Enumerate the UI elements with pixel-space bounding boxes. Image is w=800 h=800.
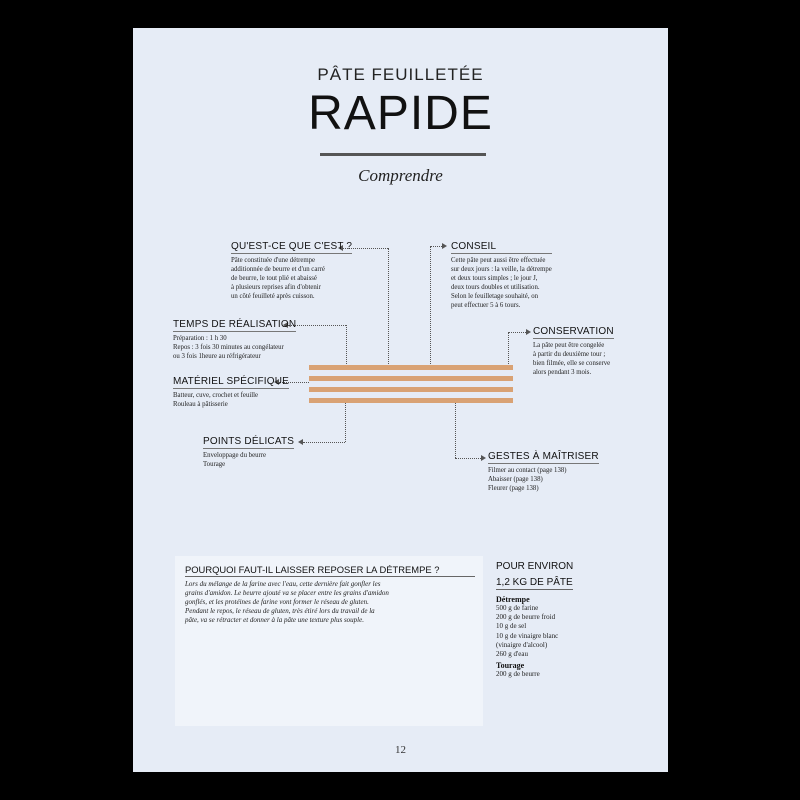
block-materiel xyxy=(173,376,289,409)
text-line: gonflés, et les protéines de farine vont former le réseau de gluten. xyxy=(185,598,369,606)
dough-layer xyxy=(309,376,513,381)
dough-layer xyxy=(309,365,513,370)
heading-materiel: MATÉRIEL SPÉCIFIQUE xyxy=(173,376,290,387)
title-rule xyxy=(320,153,486,156)
text-line: Abaisser (page 138) xyxy=(488,476,543,483)
connector-conservation-h xyxy=(508,332,526,333)
block-temps xyxy=(173,319,296,361)
text-line: pâte, va se rétracter et donner à la pâte une texture plus souple. xyxy=(185,616,364,624)
connector-quest xyxy=(388,248,389,368)
block-quest xyxy=(231,241,352,301)
ingredient-item: 500 g de farine xyxy=(496,604,539,612)
question-text xyxy=(185,580,475,625)
connector-gestes-h xyxy=(455,458,481,459)
block-conservation xyxy=(533,326,614,377)
text-line: à partir du deuxième tour ; xyxy=(533,351,606,358)
connector-conservation xyxy=(508,332,509,366)
text-line: à plusieurs reprises afin d'obtenir xyxy=(231,284,321,291)
arrow-right-icon xyxy=(481,455,486,461)
text-line: La pâte peut être congelée xyxy=(533,342,605,349)
text-line: ou 3 fois 1heure au réfrigérateur xyxy=(173,353,261,360)
text-materiel xyxy=(173,391,289,409)
heading-conservation: CONSERVATION xyxy=(533,326,614,337)
text-line: additionnée de beurre et d'un carré xyxy=(231,266,325,273)
ingredient-item: 200 g de beurre xyxy=(496,670,540,679)
block-gestes xyxy=(488,451,599,493)
page-title: RAPIDE xyxy=(308,87,493,140)
text-conseil xyxy=(451,256,552,310)
text-line: Pendant le repos, le réseau de gluten, très étiré lors du travail de la xyxy=(185,607,375,615)
question-content xyxy=(185,564,475,625)
text-line: Rouleau à pâtisserie xyxy=(173,401,228,408)
connector-points-h xyxy=(303,442,345,443)
text-line: deux tours doubles et utilisation. xyxy=(451,284,540,291)
text-line: Cette pâte peut aussi être effectuée xyxy=(451,257,546,264)
ingredient-item: 10 g de vinaigre blanc xyxy=(496,631,559,640)
text-line: sur deux jours : la veille, la détrempe xyxy=(451,266,552,273)
heading-temps: TEMPS DE RÉALISATION xyxy=(173,319,297,330)
recipe-heading-1: POUR ENVIRON xyxy=(496,561,574,572)
ingredient-item: 260 g d'eau xyxy=(496,650,528,659)
connector-points xyxy=(345,400,346,442)
text-line: alors pendant 3 mois. xyxy=(533,369,592,376)
text-line: Selon le feuilletage souhaité, on xyxy=(451,293,539,300)
supertitle: PÂTE FEUILLETÉE xyxy=(317,65,484,84)
text-line: de beurre, le tout plié et abaissé xyxy=(231,275,317,282)
text-line: peut effectuer 5 à 6 tours. xyxy=(451,302,521,309)
recipe-panel xyxy=(496,561,646,679)
text-line: Préparation : 1 h 30 xyxy=(173,335,227,342)
heading-conseil: CONSEIL xyxy=(451,241,552,254)
dough-layer xyxy=(309,398,513,403)
book-page xyxy=(133,28,668,772)
heading-quest: QU'EST-CE QUE C'EST ? xyxy=(231,241,353,252)
dough-layer xyxy=(309,387,513,392)
recipe-heading-2: 1,2 KG DE PÂTE xyxy=(496,577,573,588)
text-quest xyxy=(231,256,352,301)
arrow-right-icon xyxy=(526,329,531,335)
ingredient-item: 10 g de sel xyxy=(496,622,527,631)
text-gestes xyxy=(488,466,599,493)
text-line: Enveloppage du beurre xyxy=(203,452,267,459)
connector-conseil xyxy=(430,246,431,368)
block-points xyxy=(203,436,294,469)
recipe-list-tourage xyxy=(496,670,646,679)
ingredient-item: 200 g de beurre froid xyxy=(496,613,556,622)
heading-gestes: GESTES À MAÎTRISER xyxy=(488,451,599,462)
text-line: Filmer au contact (page 138) xyxy=(488,467,567,474)
page-number: 12 xyxy=(395,744,406,756)
recipe-list-detrempe xyxy=(496,604,646,659)
connector-conseil-h xyxy=(430,246,442,247)
connector-gestes xyxy=(455,400,456,458)
text-line: grains d'amidon. Le beurre ajouté va se placer entre les grains d'amidon xyxy=(185,589,389,597)
text-line: et deux tours simples ; le jour J, xyxy=(451,275,538,282)
text-line: Repos : 3 fois 30 minutes au congélateur xyxy=(173,344,284,351)
text-points xyxy=(203,451,294,469)
heading-points: POINTS DÉLICATS xyxy=(203,436,295,447)
recipe-section-tourage: Tourage xyxy=(496,661,525,671)
question-box xyxy=(175,556,483,726)
text-line: Lors du mélange de la farine avec l'eau, cette dernière fait gonfler les xyxy=(185,580,381,588)
text-line: Fleurer (page 138) xyxy=(488,485,539,492)
question-heading: POURQUOI FAUT-IL LAISSER REPOSER LA DÉTREMPE ? xyxy=(185,564,475,577)
text-line: Pâte constituée d'une détrempe xyxy=(231,257,316,264)
text-line: bien filmée, elle se conserve xyxy=(533,360,611,367)
connector-temps xyxy=(346,325,347,368)
arrow-right-icon xyxy=(442,243,447,249)
text-conservation xyxy=(533,341,614,377)
ingredient-item: (vinaigre d'alcool) xyxy=(496,640,548,649)
block-conseil xyxy=(451,241,552,310)
arrow-left-icon xyxy=(298,439,303,445)
page-subtitle: Comprendre xyxy=(358,166,443,185)
connector-temps-h xyxy=(288,325,346,326)
text-line: Tourage xyxy=(203,461,226,468)
text-line: Batteur, cuve, crochet et feuille xyxy=(173,392,259,399)
text-temps xyxy=(173,334,296,361)
text-line: un côté feuilleté après cuisson. xyxy=(231,293,315,300)
recipe-section-detrempe: Détrempe xyxy=(496,595,530,604)
